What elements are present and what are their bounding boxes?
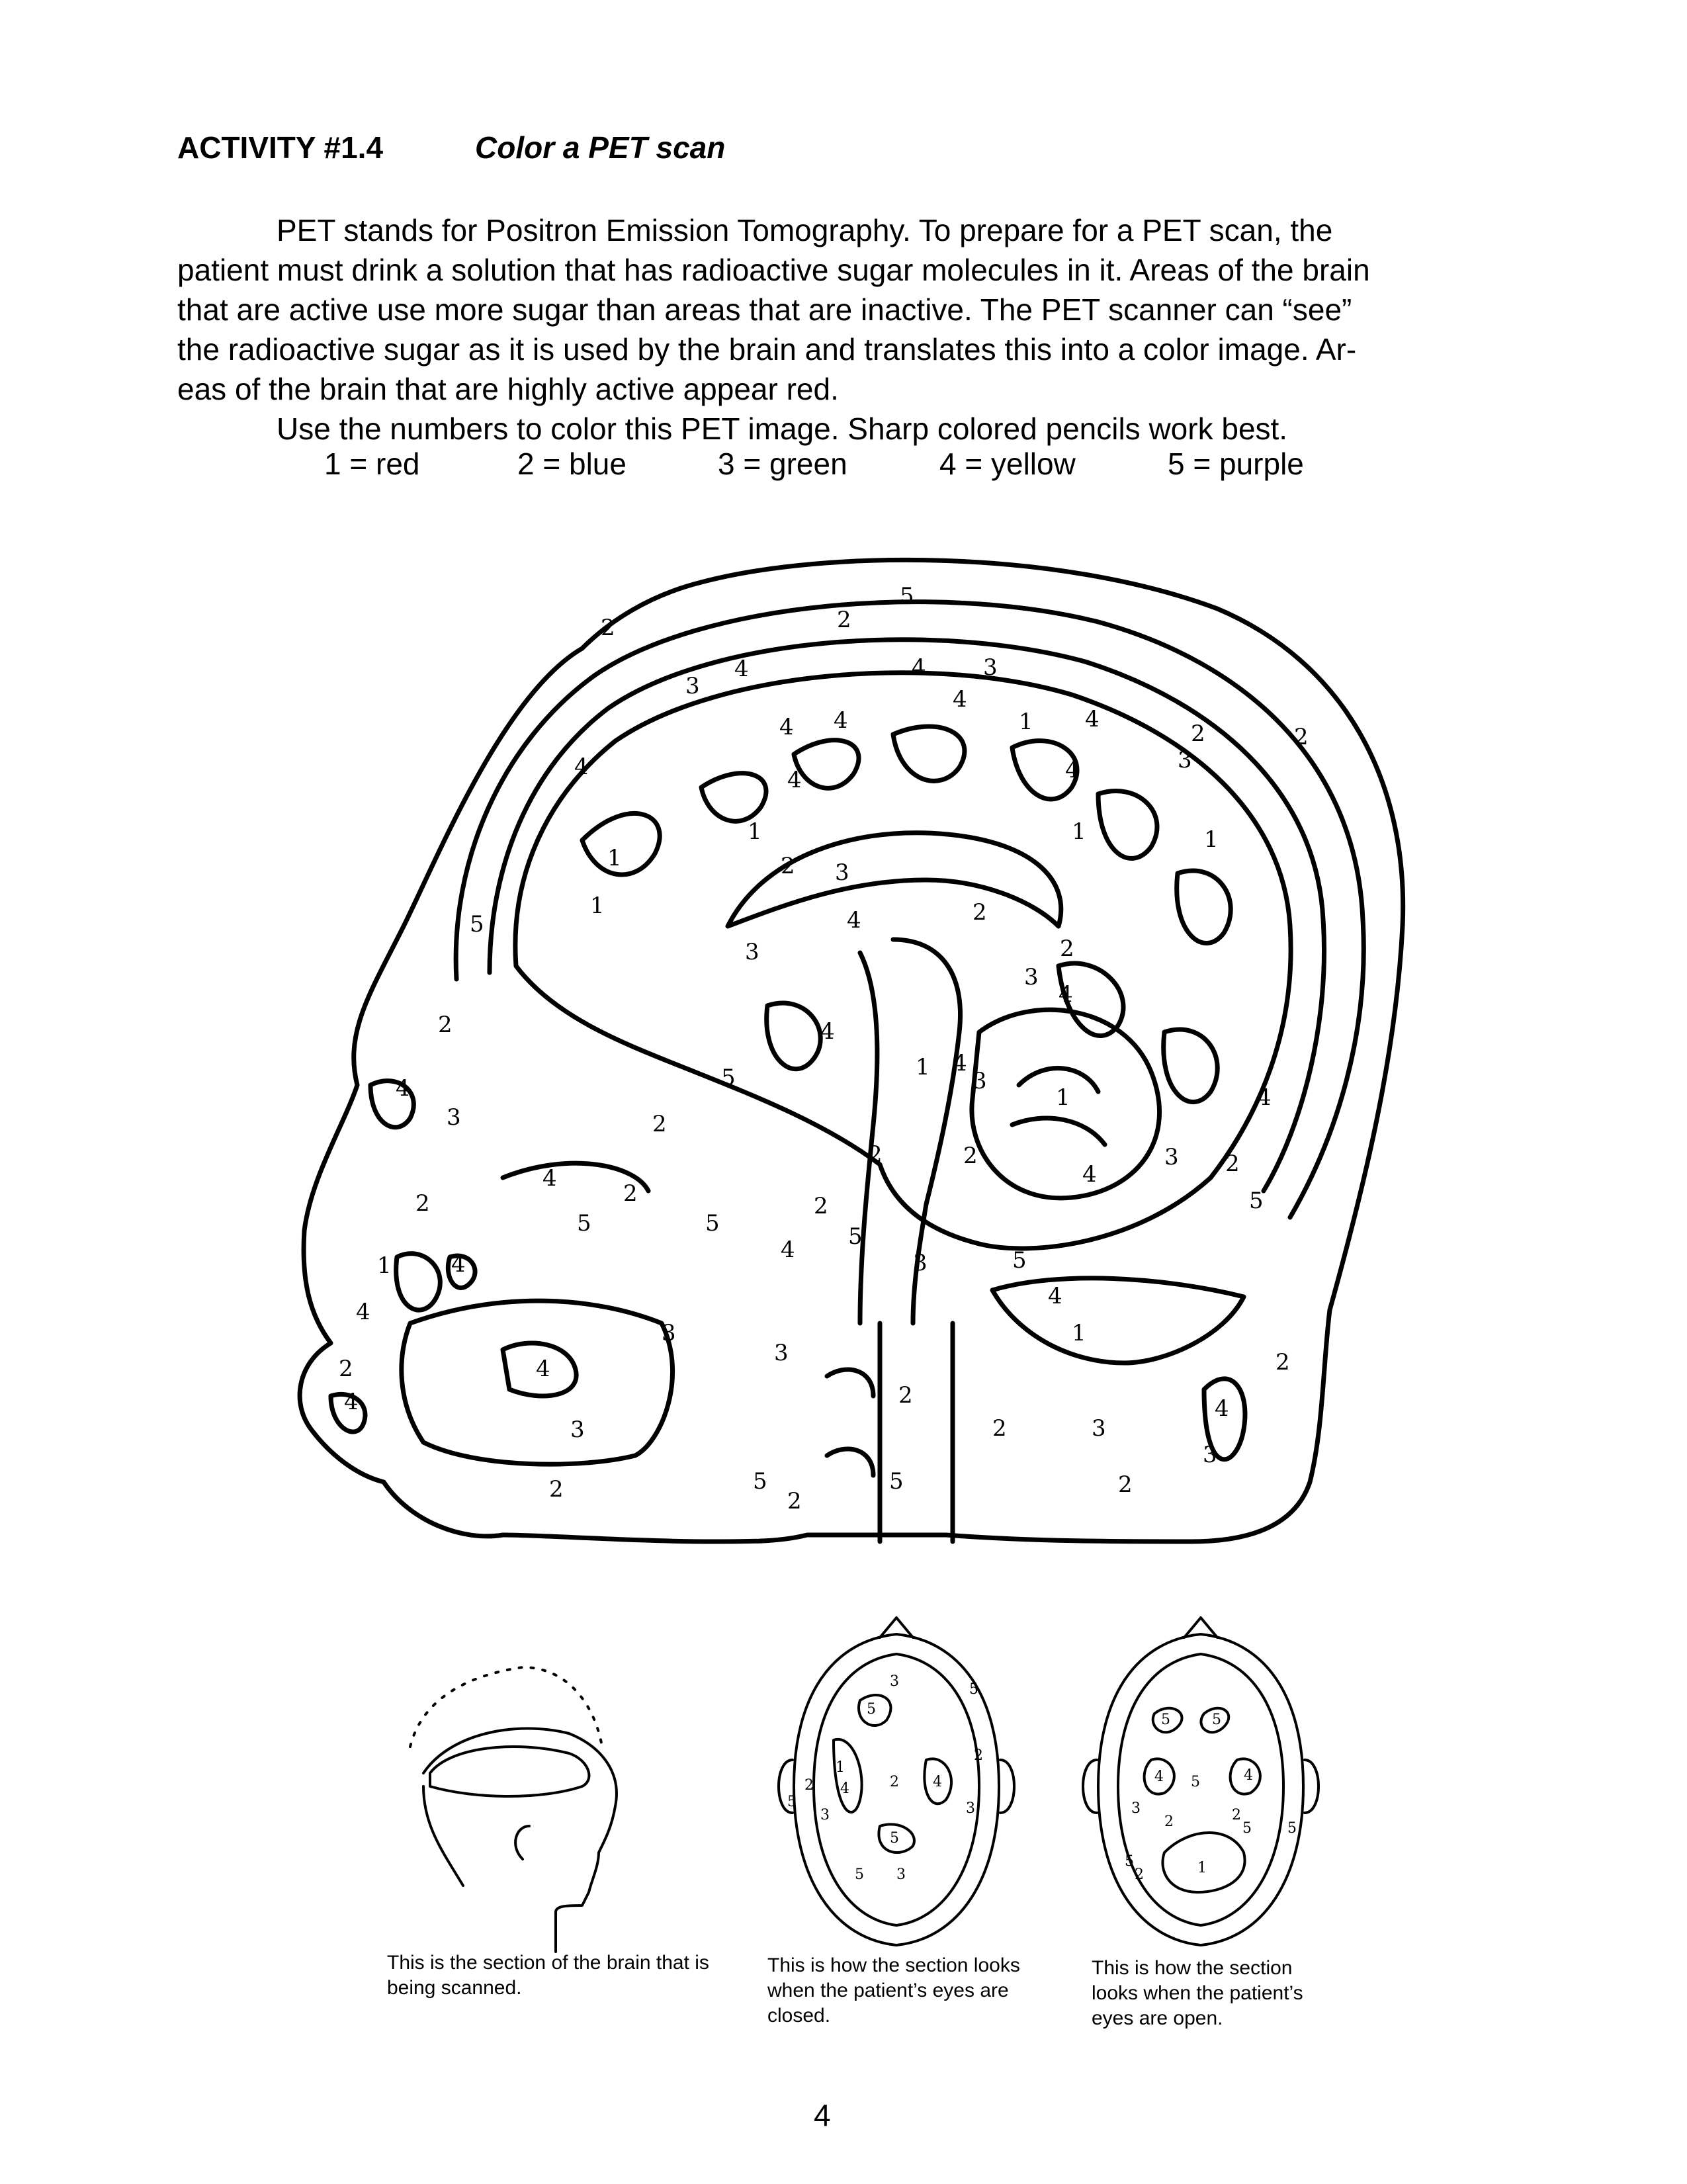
svg-text:3: 3 xyxy=(447,1104,461,1131)
sagittal-head-illustration xyxy=(300,560,1403,1542)
svg-text:2: 2 xyxy=(652,1111,667,1137)
svg-text:2: 2 xyxy=(890,1774,899,1790)
svg-text:4: 4 xyxy=(734,656,749,682)
svg-text:5: 5 xyxy=(577,1210,591,1237)
svg-text:5: 5 xyxy=(969,1681,978,1698)
brain-slice-ellipse xyxy=(430,1747,589,1796)
svg-text:5: 5 xyxy=(890,1830,899,1847)
intro-line: that are active use more sugar than areas that are inactive. The PET scanner can “see” xyxy=(177,292,1352,327)
svg-text:3: 3 xyxy=(820,1807,830,1823)
svg-text:1: 1 xyxy=(916,1054,930,1080)
svg-text:1: 1 xyxy=(1056,1084,1070,1111)
svg-text:4: 4 xyxy=(912,654,926,681)
svg-text:1: 1 xyxy=(1197,1860,1207,1876)
svg-text:5: 5 xyxy=(1012,1247,1027,1274)
svg-text:2: 2 xyxy=(549,1476,564,1503)
svg-text:2: 2 xyxy=(1294,724,1309,750)
svg-text:1: 1 xyxy=(590,893,605,919)
svg-text:1: 1 xyxy=(1072,818,1086,845)
svg-text:2: 2 xyxy=(1135,1866,1144,1883)
svg-text:1: 1 xyxy=(607,845,622,871)
svg-text:5: 5 xyxy=(470,911,484,938)
caption-eyes-closed: This is how the section looks when the patient’s eyes are closed. xyxy=(767,1954,1020,2027)
svg-text:5: 5 xyxy=(787,1794,797,1810)
svg-text:4: 4 xyxy=(1059,981,1073,1008)
svg-text:5: 5 xyxy=(753,1468,767,1495)
svg-text:4: 4 xyxy=(840,1780,849,1797)
caption-scanned-section: This is the section of the brain that is being scanned. xyxy=(387,1952,709,1999)
ear xyxy=(515,1826,529,1859)
eyes-open-labels xyxy=(1125,1712,1297,1883)
svg-text:2: 2 xyxy=(1191,721,1205,747)
svg-text:3: 3 xyxy=(835,859,849,886)
svg-text:4: 4 xyxy=(356,1299,370,1325)
svg-text:4: 4 xyxy=(542,1165,557,1192)
svg-text:4: 4 xyxy=(933,1774,942,1790)
color-key-2: 2 = blue xyxy=(517,447,627,481)
color-key-4: 4 = yellow xyxy=(939,447,1076,481)
svg-text:5: 5 xyxy=(1212,1712,1221,1728)
svg-text:2: 2 xyxy=(787,1488,802,1514)
svg-text:1: 1 xyxy=(836,1759,845,1776)
svg-text:2: 2 xyxy=(1060,936,1074,962)
svg-text:3: 3 xyxy=(745,939,759,965)
svg-text:4: 4 xyxy=(344,1389,359,1415)
svg-text:4: 4 xyxy=(1085,706,1100,732)
svg-text:5: 5 xyxy=(1191,1774,1200,1790)
svg-text:4: 4 xyxy=(574,754,589,780)
svg-text:4: 4 xyxy=(1215,1395,1229,1422)
intro-line: patient must drink a solution that has radioactive sugar molecules in it. Areas of the brain xyxy=(177,253,1370,287)
svg-text:3: 3 xyxy=(973,1068,987,1094)
head-outline xyxy=(300,560,1403,1542)
svg-text:3: 3 xyxy=(1178,747,1192,773)
svg-text:2: 2 xyxy=(1118,1471,1133,1498)
svg-text:2: 2 xyxy=(415,1190,430,1217)
brainstem xyxy=(860,953,877,1323)
svg-text:2: 2 xyxy=(973,899,987,926)
svg-text:5: 5 xyxy=(867,1701,876,1718)
svg-text:2: 2 xyxy=(1164,1813,1174,1830)
svg-text:4: 4 xyxy=(1257,1084,1272,1111)
caption-eyes-open: This is how the section looks when the patient’s eyes are open. xyxy=(1092,1957,1303,2029)
color-key-3: 3 = green xyxy=(718,447,847,481)
neck-muscle xyxy=(992,1278,1245,1460)
svg-text:2: 2 xyxy=(898,1382,913,1409)
svg-text:4: 4 xyxy=(820,1018,835,1045)
svg-text:2: 2 xyxy=(1225,1151,1240,1177)
svg-text:3: 3 xyxy=(1203,1442,1217,1468)
svg-text:4: 4 xyxy=(1048,1283,1062,1309)
svg-text:2: 2 xyxy=(963,1143,978,1169)
color-key-5: 5 = purple xyxy=(1168,447,1304,481)
svg-text:4: 4 xyxy=(834,707,848,734)
axial-section-eyes-open xyxy=(1083,1618,1319,1945)
svg-text:3: 3 xyxy=(774,1340,789,1366)
profile-head-outline xyxy=(423,1729,617,1952)
intro-line: PET stands for Positron Emission Tomography. To prepare for a PET scan, the xyxy=(277,213,1333,247)
svg-text:2: 2 xyxy=(339,1356,353,1382)
svg-text:3: 3 xyxy=(983,654,998,681)
svg-text:2: 2 xyxy=(837,607,851,633)
svg-text:1: 1 xyxy=(1072,1320,1086,1346)
svg-text:3: 3 xyxy=(966,1800,975,1817)
corpus-callosum xyxy=(728,833,1061,926)
svg-text:2: 2 xyxy=(804,1777,814,1794)
svg-text:4: 4 xyxy=(779,714,794,740)
svg-text:2: 2 xyxy=(623,1180,638,1207)
brain-outline xyxy=(1118,1654,1283,1925)
svg-text:1: 1 xyxy=(1204,826,1219,853)
svg-text:4: 4 xyxy=(1244,1767,1253,1784)
svg-text:4: 4 xyxy=(1082,1161,1097,1188)
svg-text:2: 2 xyxy=(781,853,795,879)
svg-text:4: 4 xyxy=(1065,757,1080,783)
svg-text:3: 3 xyxy=(570,1417,585,1443)
svg-text:5: 5 xyxy=(705,1210,720,1237)
eyes-closed-labels xyxy=(787,1673,983,1883)
svg-text:3: 3 xyxy=(913,1250,928,1276)
svg-text:5: 5 xyxy=(855,1866,864,1883)
svg-text:5: 5 xyxy=(900,583,914,609)
svg-text:4: 4 xyxy=(781,1237,795,1263)
svg-text:5: 5 xyxy=(721,1065,736,1091)
svg-text:2: 2 xyxy=(1276,1349,1290,1376)
activity-title: Color a PET scan xyxy=(475,130,726,165)
svg-text:4: 4 xyxy=(451,1251,466,1278)
svg-text:5: 5 xyxy=(1249,1188,1264,1214)
svg-text:3: 3 xyxy=(1164,1144,1179,1170)
svg-text:5: 5 xyxy=(848,1223,863,1250)
svg-text:2: 2 xyxy=(868,1141,883,1168)
svg-text:3: 3 xyxy=(1092,1415,1106,1442)
svg-text:2: 2 xyxy=(1232,1807,1241,1823)
svg-text:5: 5 xyxy=(1287,1820,1297,1837)
svg-text:4: 4 xyxy=(953,686,967,713)
svg-text:2: 2 xyxy=(992,1415,1007,1442)
color-key-1: 1 = red xyxy=(324,447,420,481)
svg-text:4: 4 xyxy=(787,767,802,793)
svg-text:1: 1 xyxy=(1019,709,1033,735)
svg-text:1: 1 xyxy=(377,1252,392,1279)
svg-text:5: 5 xyxy=(1161,1712,1170,1728)
activity-number: ACTIVITY #1.4 xyxy=(177,130,384,165)
svg-text:3: 3 xyxy=(662,1320,676,1346)
svg-text:3: 3 xyxy=(1024,964,1039,990)
intro-line: the radioactive sugar as it is used by the brain and translates this into a color image. Ar- xyxy=(177,332,1357,367)
svg-text:2: 2 xyxy=(974,1747,983,1764)
spinal-column xyxy=(827,1323,953,1542)
svg-text:3: 3 xyxy=(896,1866,906,1883)
svg-text:2: 2 xyxy=(438,1012,453,1038)
svg-text:4: 4 xyxy=(953,1050,967,1076)
svg-text:5: 5 xyxy=(1242,1820,1252,1837)
page-number: 4 xyxy=(814,2098,831,2132)
svg-text:5: 5 xyxy=(889,1468,904,1495)
svg-text:4: 4 xyxy=(847,907,861,934)
svg-text:2: 2 xyxy=(814,1193,828,1219)
svg-text:3: 3 xyxy=(685,673,700,699)
svg-text:1: 1 xyxy=(748,818,762,845)
svg-text:4: 4 xyxy=(396,1075,410,1102)
intro-line: eas of the brain that are highly active appear red. xyxy=(177,372,839,406)
svg-text:4: 4 xyxy=(1154,1769,1164,1785)
scanned-section-illustration xyxy=(410,1667,617,1952)
svg-text:4: 4 xyxy=(536,1356,550,1382)
svg-text:5: 5 xyxy=(1125,1853,1134,1870)
instruction-line: Use the numbers to color this PET image. Sharp colored pencils work best. xyxy=(277,412,1288,446)
svg-text:3: 3 xyxy=(890,1673,899,1690)
skull-outline xyxy=(1098,1634,1303,1945)
svg-text:2: 2 xyxy=(601,615,615,641)
svg-text:3: 3 xyxy=(1131,1800,1141,1817)
